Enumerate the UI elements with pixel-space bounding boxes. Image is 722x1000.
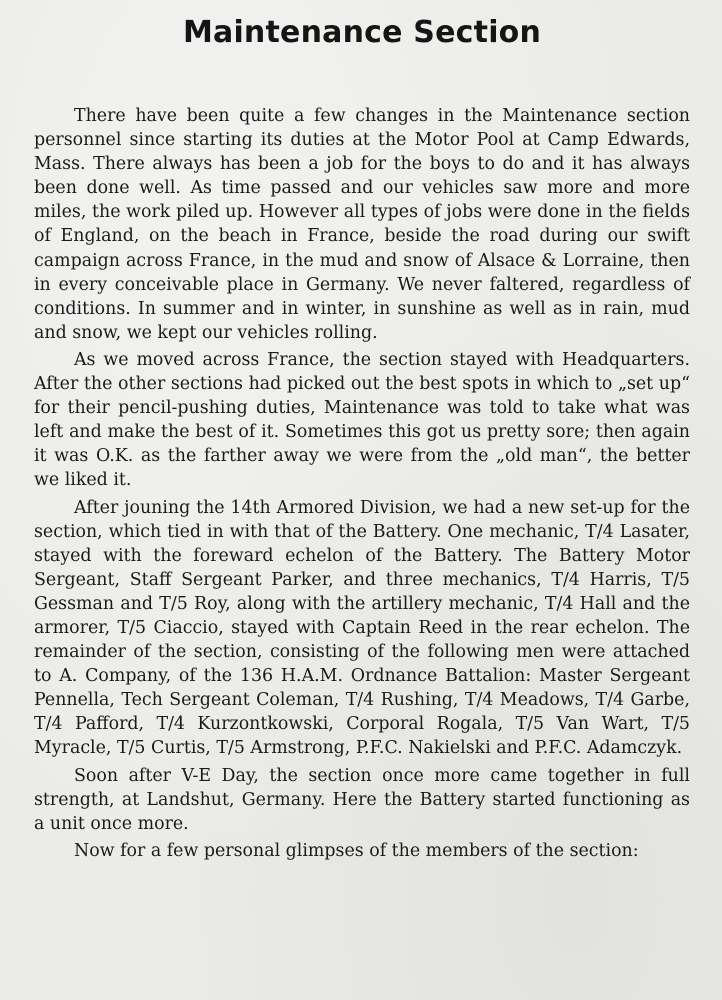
paragraph-5: Now for a few personal glimpses of the members of the section:	[74, 840, 639, 861]
page-title: Maintenance Section	[182, 15, 542, 50]
paragraph-2: As we moved across France, the section stayed with Headquarters. After the other sections had picked out the best spots in which to „set up“ for their pencil-pushing duties, Maintenance was told to take what was left and make the best of it. Sometimes this got us pretty sore; then again it was O.K. as the farther away we were from the „old man“, the better we liked it.	[34, 349, 690, 491]
paragraph-1: There have been quite a few changes in the Maintenance section personnel since starting its duties at the Motor Pool at Camp Edwards, Mass. There always has been a job for the boys to do and it has always been done well. As time passed and our vehicles saw more and more miles, the work piled up. However all types of jobs were done in the fields of England, on the beach in France, beside the road during our swift campaign across France, in the mud and snow of Alsace & Lorraine, then in every conceivable place in Germany. We never faltered, regardless of conditions. In summer and in winter, in sunshine as well as in rain, mud and snow, we kept our vehicles rolling.	[34, 106, 690, 343]
paragraph-4: Soon after V-E Day, the section once more came together in full strength, at Landshut, Germany. Here the Battery started functioning as a unit once more.	[34, 765, 690, 834]
paragraph-3: After jouning the 14th Armored Division, we had a new set-up for the section, which tied in with that of the Battery. One mechanic, T/4 Lasater, stayed with the foreward echelon of the Battery. The Battery Motor Sergeant, Staff Sergeant Parker, and three mechanics, T/4 Harris, T/5 Gessman and T/5 Roy, along with the artillery mechanic, T/4 Hall and the armorer, T/5 Ciaccio, stayed with Captain Reed in the rear echelon. The remainder of the section, consisting of the following men were attached to A. Company, of the 136 H.A.M. Ordnance Battalion: Master Sergeant Pennella, Tech Sergeant Coleman, T/4 Rushing, T/4 Meadows, T/4 Garbe, T/4 Pafford, T/4 Kurzontkowski, Corporal Rogala, T/5 Van Wart, T/5 Myracle, T/5 Curtis, T/5 Armstrong, P.F.C. Nakielski and P.F.C. Adamczyk.	[34, 497, 690, 759]
article-body	[34, 104, 690, 863]
